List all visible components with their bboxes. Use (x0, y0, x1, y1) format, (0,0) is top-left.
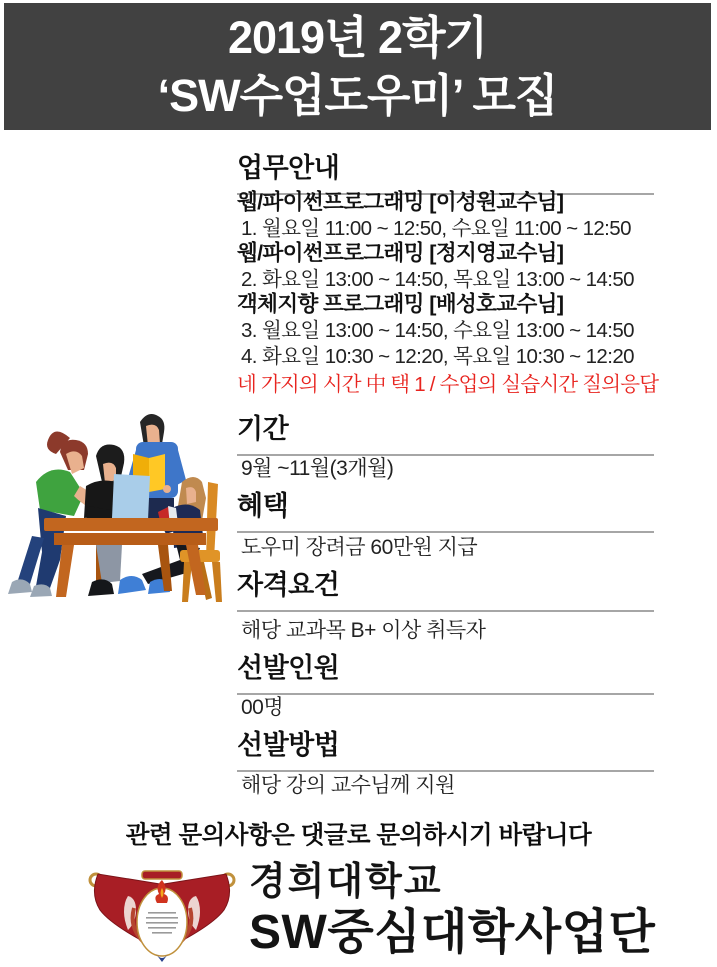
task-schedule-line: 2. 화요일 13:00 ~ 14:50, 목요일 13:00 ~ 14:50 (241, 267, 634, 291)
students-studying-illustration-icon (0, 390, 230, 625)
task-schedule-line: 1. 월요일 11:00 ~ 12:50, 수요일 11:00 ~ 12:50 (241, 216, 631, 240)
section-title-period: 기간 (237, 407, 654, 456)
period-value: 9월 ~11월(3개월) (241, 457, 394, 480)
task-course-line: 웹/파이썬프로그래밍 [이성원교수님] (237, 190, 564, 214)
title-line-2: ‘SW수업도우미’ 모집 (157, 69, 558, 121)
task-course-line: 웹/파이썬프로그래밍 [정지영교수님] (237, 241, 564, 266)
task-schedule-line: 4. 화요일 10:30 ~ 12:20, 목요일 10:30 ~ 12:20 (241, 344, 634, 368)
logo-university-name: 경희대학교 (249, 861, 443, 903)
section-title-tasks: 업무안내 (237, 146, 654, 195)
method-value: 해당 강의 교수님께 지원 (241, 774, 455, 797)
logo-wordmark (249, 860, 655, 960)
benefit-value: 도우미 장려금 60만원 지급 (241, 536, 478, 559)
tasks-list (237, 190, 677, 398)
section-title-headcount: 선발인원 (237, 646, 654, 695)
task-schedule-line: 3. 월요일 13:00 ~ 14:50, 수요일 13:00 ~ 14:50 (241, 318, 634, 342)
contact-notice: 관련 문의사항은 댓글로 문의하시기 바랍니다 (125, 822, 592, 849)
section-title-qualification: 자격요건 (237, 563, 654, 612)
qualification-value: 해당 교과목 B+ 이상 취득자 (241, 619, 486, 642)
section-title-benefit: 혜택 (237, 484, 654, 533)
title-line-1: 2019년 2학기 (227, 11, 488, 63)
section-title-method: 선발방법 (237, 723, 654, 772)
kyunghee-university-emblem-icon (86, 868, 238, 963)
title-banner (4, 3, 711, 130)
headcount-value: 00명 (241, 696, 284, 719)
task-note-red: 네 가지의 시간 中 택 1 / 수업의 실습시간 질의응답 (237, 373, 659, 397)
logo-org-name: SW중심대학사업단 (249, 906, 656, 959)
task-course-line: 객체지향 프로그래밍 [배성호교수님] (237, 292, 564, 317)
